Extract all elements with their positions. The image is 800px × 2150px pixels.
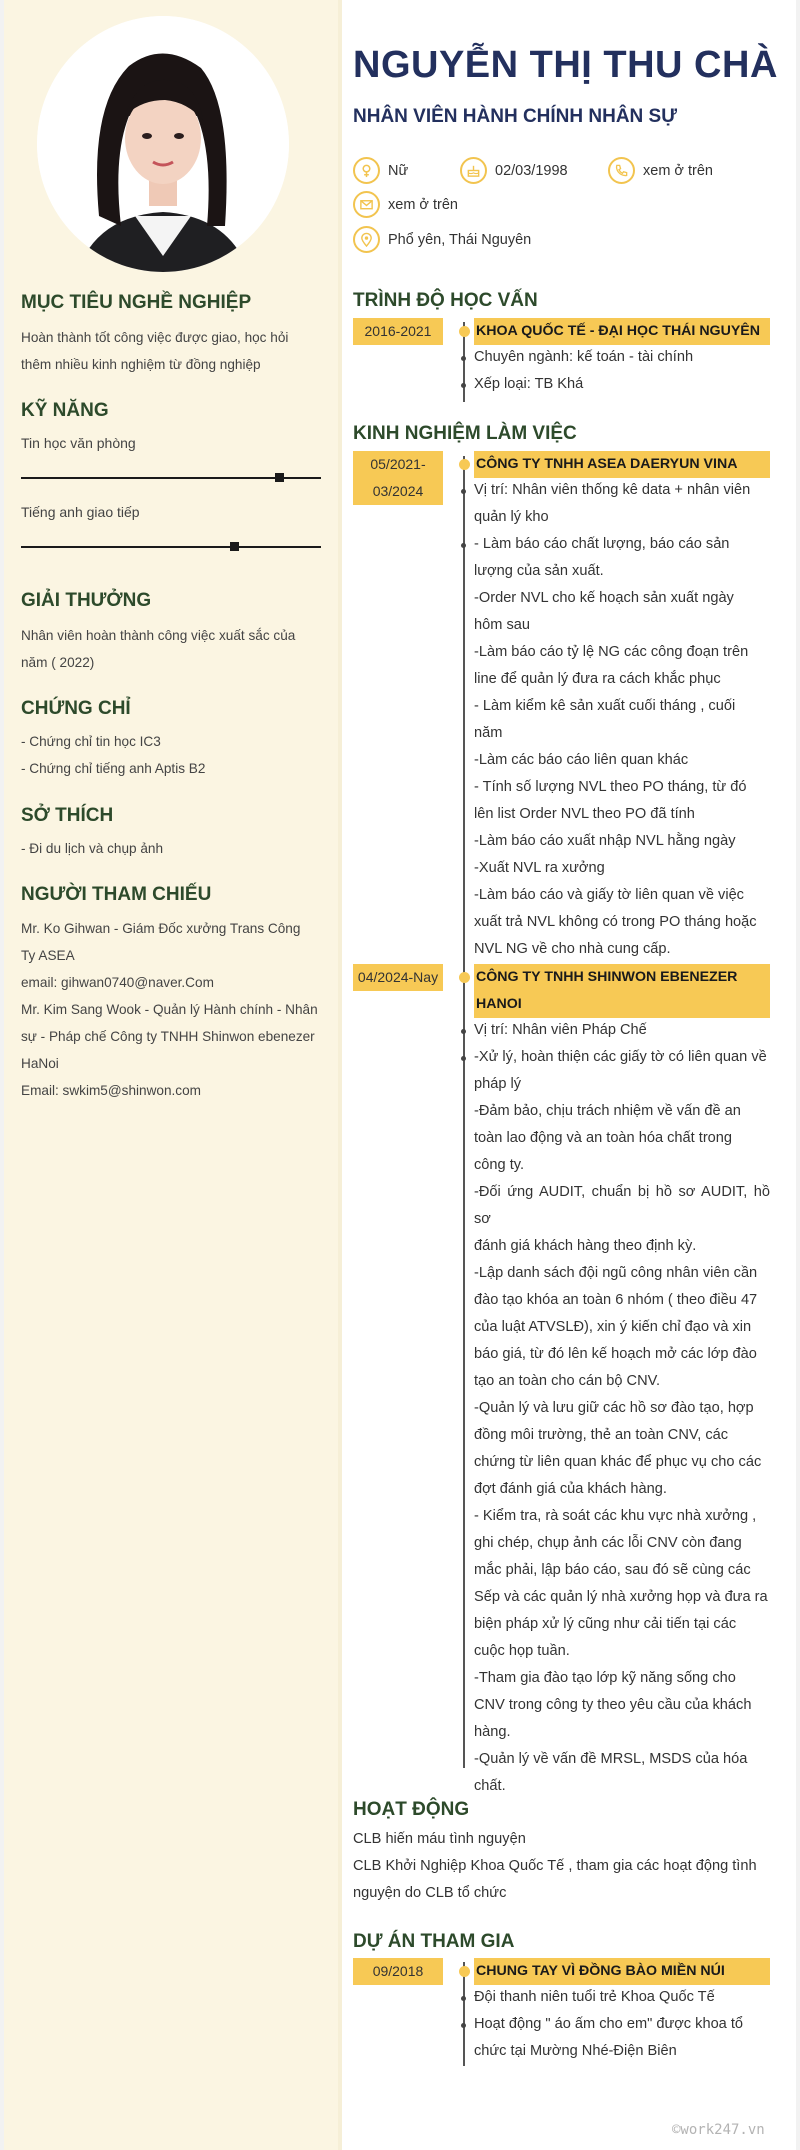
job-line: lên list Order NVL theo PO đã tính: [474, 806, 695, 822]
job-details: [474, 1017, 770, 1800]
project-name: CHUNG TAY VÌ ĐỒNG BÀO MIỀN NÚI: [474, 1958, 770, 1985]
job-company-line: CÔNG TY TNHH ASEA DAERYUN VINA: [476, 456, 738, 472]
reference-line: HaNoi: [21, 1056, 59, 1071]
job-line: hàng.: [474, 1724, 511, 1740]
activity-line: nguyện do CLB tổ chức: [353, 1885, 507, 1901]
job-date: [353, 964, 443, 991]
job-line: cuộc họp tuần.: [474, 1643, 570, 1659]
education-line: Chuyên ngành: kế toán - tài chính: [474, 349, 694, 365]
objective-line: Hoàn thành tốt công việc được giao, học hỏi: [21, 330, 289, 345]
job-line: năm: [474, 725, 503, 741]
job-line: chất.: [474, 1778, 506, 1794]
gender-icon: [353, 157, 380, 184]
activity-line: CLB Khởi Nghiệp Khoa Quốc Tế , tham gia các hoạt động tình: [353, 1858, 757, 1874]
sidebar-edge: [338, 0, 342, 2150]
job-line: xuất trả NVL không có trong PO tháng hoặc: [474, 914, 757, 930]
birthday-cake-icon: [460, 157, 487, 184]
bullet-dot: [461, 489, 466, 494]
job-line: -Quản lý về vấn đề MRSL, MSDS của hóa: [474, 1751, 748, 1767]
job-line: - Làm kiểm kê sản xuất cuối tháng , cuối: [474, 698, 736, 714]
job-line: -Xuất NVL ra xưởng: [474, 860, 605, 876]
phone-icon: [608, 157, 635, 184]
email-icon: [353, 191, 380, 218]
job-line: CNV trong công ty theo yêu cầu của khách: [474, 1697, 752, 1713]
candidate-name: NGUYỄN THỊ THU CHÀ: [353, 44, 778, 86]
job-details: [474, 477, 770, 963]
activities-title: HOẠT ĐỘNG: [353, 1799, 470, 1820]
bullet-dot: [461, 2023, 466, 2028]
skill-bar: [21, 477, 321, 479]
hobbies-text: [21, 835, 325, 862]
job-line: Vị trí: Nhân viên Pháp Chế: [474, 1022, 647, 1038]
job-line: -Đảm bảo, chịu trách nhiệm về vấn đề an: [474, 1103, 741, 1119]
objective-title: MỤC TIÊU NGHỀ NGHIỆP: [21, 292, 252, 313]
references-title: NGƯỜI THAM CHIẾU: [21, 884, 212, 905]
job-line: -Làm báo cáo và giấy tờ liên quan về việc: [474, 887, 744, 903]
job-line: -Làm báo cáo tỷ lệ NG các công đoạn trên: [474, 644, 749, 660]
job-line: - Tính số lượng NVL theo PO tháng, từ đó: [474, 779, 747, 795]
reference-line: sự - Pháp chế Công ty TNHH Shinwon ebenezer: [21, 1029, 315, 1044]
job-line: -Quản lý và lưu giữ các hồ sơ đào tạo, hợp: [474, 1400, 754, 1416]
skill-bar: [21, 546, 321, 548]
skills-title: KỸ NĂNG: [21, 400, 109, 421]
job-line: toàn lao động và an toàn hóa chất trong: [474, 1130, 733, 1146]
job-line: quản lý kho: [474, 509, 549, 525]
job-line: mắc phải, lập báo cáo, sau đó sẽ cùng các: [474, 1562, 751, 1578]
job-line: Vị trí: Nhân viên thống kê data + nhân viên: [474, 482, 751, 498]
hobbies-title: SỞ THÍCH: [21, 805, 114, 826]
birthday-value: 02/03/1998: [495, 162, 568, 179]
job-line: Sếp và các quản lý nhà xưởng họp và đưa ra: [474, 1589, 768, 1605]
education-title: TRÌNH ĐỘ HỌC VẤN: [353, 290, 538, 311]
experience-title: KINH NGHIỆM LÀM VIỆC: [353, 423, 577, 444]
job-line: công ty.: [474, 1157, 525, 1173]
award-line: Nhân viên hoàn thành công việc xuất sắc của: [21, 628, 296, 643]
job-company: [474, 964, 770, 1018]
awards-title: GIẢI THƯỞNG: [21, 590, 152, 611]
job-company: [474, 451, 770, 478]
bullet-dot: [461, 1996, 466, 2001]
reference-line: email: gihwan0740@naver.Com: [21, 975, 214, 990]
projects-title: DỰ ÁN THAM GIA: [353, 1931, 515, 1952]
job-line: biện pháp xử lý cũng như cải tiến tại các: [474, 1616, 737, 1632]
objective-line: thêm nhiều kinh nghiệm từ đồng nghiệp: [21, 357, 261, 372]
bullet-dot: [461, 1029, 466, 1034]
job-line: chứng từ liên quan khác để phục vụ cho các: [474, 1454, 762, 1470]
activity-line: CLB hiến máu tình nguyện: [353, 1831, 526, 1847]
job-date-line: 03/2024: [372, 483, 424, 499]
timeline-dot: [459, 326, 470, 337]
project-line: Đội thanh niên tuổi trẻ Khoa Quốc Tế: [474, 1989, 715, 2005]
job-line: line để quản lý đưa ra cách khắc phục: [474, 671, 721, 687]
job-line: - Kiểm tra, rà soát các khu vực nhà xưởng ,: [474, 1508, 757, 1524]
job-line: đợt đánh giá của khách hàng.: [474, 1481, 667, 1497]
job-line: -Lập danh sách đội ngũ công nhân viên cần: [474, 1265, 758, 1281]
job-company-line: HANOI: [476, 996, 522, 1012]
candidate-job-title: NHÂN VIÊN HÀNH CHÍNH NHÂN SỰ: [353, 106, 677, 127]
email-info: [353, 191, 458, 218]
gender-info: [353, 157, 408, 184]
project-line: chức tại Mường Nhé-Điện Biên: [474, 2043, 677, 2059]
bullet-dot: [461, 543, 466, 548]
job-line: của luật ATVSLĐ), xin ý kiến chỉ đạo và xin: [474, 1319, 752, 1335]
address-info: [353, 226, 531, 253]
job-line: NVL NG về cho nhà cung cấp.: [474, 941, 671, 957]
award-line: năm ( 2022): [21, 655, 95, 670]
phone-info: [608, 157, 713, 184]
hobby-line: - Đi du lịch và chụp ảnh: [21, 841, 164, 856]
job-line: -Đối ứng AUDIT, chuẩn bị hồ sơ AUDIT, hồ sơ: [474, 1184, 770, 1227]
job-line: lượng của sản xuất.: [474, 563, 604, 579]
project-details: [474, 1984, 770, 2065]
projects-timeline: [463, 1962, 465, 2066]
education-school: KHOA QUỐC TẾ - ĐẠI HỌC THÁI NGUYÊN: [474, 318, 770, 345]
education-date: 2016-2021: [353, 318, 443, 345]
watermark: ©work247.vn: [672, 2122, 765, 2138]
skill-level-marker: [275, 473, 284, 482]
bullet-dot: [461, 383, 466, 388]
awards-text: [21, 622, 325, 676]
gender-value: Nữ: [388, 162, 409, 179]
job-line: ghi chép, chụp ảnh các lỗi CNV còn đang: [474, 1535, 742, 1551]
job-line: pháp lý: [474, 1076, 522, 1092]
job-line: -Làm các báo cáo liên quan khác: [474, 752, 689, 768]
job-company-line: CÔNG TY TNHH SHINWON EBENEZER: [476, 969, 738, 985]
location-icon: [353, 226, 380, 253]
bullet-dot: [461, 1056, 466, 1061]
job-date-line: 04/2024-Nay: [357, 969, 439, 985]
job-line: đánh giá khách hàng theo định kỳ.: [474, 1238, 697, 1254]
skill-name: Tiếng anh giao tiếp: [21, 504, 140, 520]
address-value: Phổ yên, Thái Nguyên: [388, 231, 532, 248]
reference-line: Ty ASEA: [21, 948, 75, 963]
job-line: tạo an toàn cho cán bộ CNV.: [474, 1373, 661, 1389]
job-line: -Order NVL cho kế hoạch sản xuất ngày: [474, 590, 734, 606]
cert-line: - Chứng chỉ tin học IC3: [21, 734, 161, 749]
job-line: đồng môi trường, thẻ an toàn CNV, các: [474, 1427, 729, 1443]
experience-timeline: [463, 456, 465, 1768]
birthday-info: [460, 157, 568, 184]
timeline-dot: [459, 459, 470, 470]
job-line: đào tạo khóa an toàn 6 nhóm ( theo điều 47: [474, 1292, 758, 1308]
cert-line: - Chứng chỉ tiếng anh Aptis B2: [21, 761, 206, 776]
project-line: Hoạt động " áo ấm cho em" được khoa tổ: [474, 2016, 744, 2032]
objective-text: [21, 324, 325, 378]
project-date: 09/2018: [353, 1958, 443, 1985]
job-date-line: 05/2021-: [370, 456, 426, 472]
job-line: hôm sau: [474, 617, 530, 633]
job-line: -Xử lý, hoàn thiện các giấy tờ có liên quan về: [474, 1049, 767, 1065]
timeline-dot: [459, 972, 470, 983]
job-date: [353, 451, 443, 505]
certs-text: [21, 728, 325, 782]
job-line: -Làm báo cáo xuất nhập NVL hằng ngày: [474, 833, 736, 849]
job-line: báo giá, từ đó lên kế hoạch mở các lớp đào: [474, 1346, 757, 1362]
certs-title: CHỨNG CHỈ: [21, 698, 131, 719]
phone-value: xem ở trên: [643, 162, 713, 179]
reference-line: Mr. Ko Gihwan - Giám Đốc xưởng Trans Công: [21, 921, 301, 936]
skill-name: Tin học văn phòng: [21, 435, 136, 451]
timeline-dot: [459, 1966, 470, 1977]
references-text: [21, 915, 325, 1104]
avatar: [37, 16, 289, 272]
email-value: xem ở trên: [388, 196, 458, 213]
job-line: - Làm báo cáo chất lượng, báo cáo sản: [474, 536, 730, 552]
education-line: Xếp loại: TB Khá: [474, 376, 584, 392]
reference-line: Mr. Kim Sang Wook - Quản lý Hành chính - Nhân: [21, 1002, 318, 1017]
bullet-dot: [461, 356, 466, 361]
skill-level-marker: [230, 542, 239, 551]
reference-line: Email: swkim5@shinwon.com: [21, 1083, 201, 1098]
education-details: [474, 344, 770, 398]
job-line: -Tham gia đào tạo lớp kỹ năng sống cho: [474, 1670, 736, 1686]
